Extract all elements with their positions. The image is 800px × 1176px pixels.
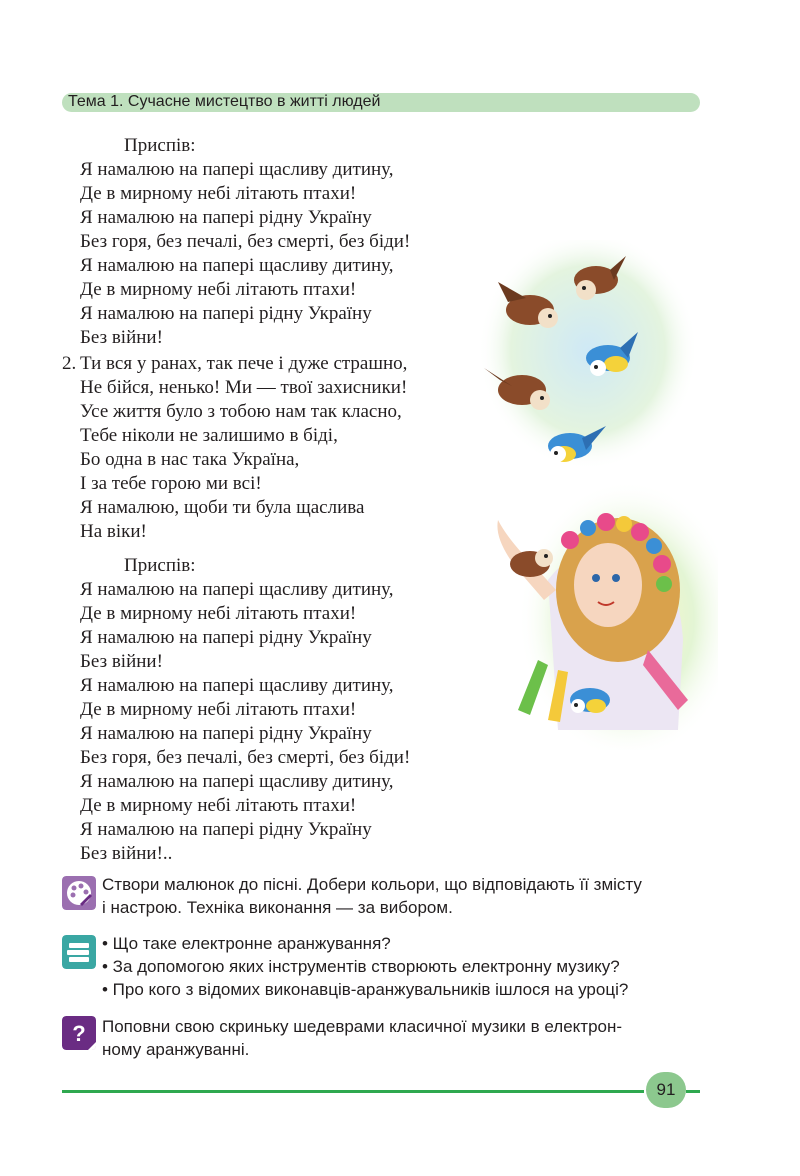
poem-line: Бо одна в нас така Україна, (80, 449, 300, 470)
task-draw (102, 873, 642, 919)
footer-rule-end (686, 1090, 700, 1093)
blue-tit-icon (570, 688, 610, 713)
chorus-2 (80, 578, 410, 866)
page-number: 91 (646, 1072, 686, 1108)
question-item: • За допомогою яких інструментів створюють електронну музику? (102, 957, 620, 976)
chorus-1-label: Приспів: (124, 135, 196, 156)
poem-line: Я намалюю на папері щасливу дитину, (80, 579, 394, 600)
poem-line: Я намалюю, щоби ти була щаслива (80, 497, 365, 518)
poem-line: Я намалюю на папері щасливу дитину, (80, 159, 394, 180)
palette-icon (62, 876, 96, 910)
poem-line: Я намалюю на папері щасливу дитину, (80, 771, 394, 792)
verse-2 (62, 352, 408, 544)
task-line: і настрою. Техніка виконання — за вибором. (102, 898, 453, 917)
books-icon (62, 935, 96, 969)
chorus-2-label: Приспів: (124, 555, 196, 576)
poem-line: Я намалюю на папері рідну Україну (80, 627, 372, 648)
question-mark-icon (62, 1016, 96, 1050)
poem-line: Усе життя було з тобою нам так класно, (80, 401, 402, 422)
chorus-1 (80, 158, 410, 350)
girl-with-birds-illustration (478, 240, 718, 750)
poem-line: Без горя, без печалі, без смерті, без біди! (80, 231, 411, 252)
poem-line: Я намалюю на папері рідну Україну (80, 819, 372, 840)
poem-line: На віки! (80, 521, 147, 542)
poem-line: Я намалюю на папері рідну Україну (80, 207, 372, 228)
poem-line: Я намалюю на папері рідну Україну (80, 303, 372, 324)
question-item: • Про кого з відомих виконавців-аранжувальників ішлося на уроці? (102, 980, 629, 999)
poem-line: Де в мирному небі літають птахи! (80, 603, 357, 624)
poem-line: Не бійся, ненько! Ми — твої захисники! (80, 377, 408, 398)
poem-line: Ти вся у ранах, так пече і дуже страшно, (80, 353, 408, 374)
poem-line: Тебе ніколи не залишимо в біді, (80, 425, 338, 446)
poem-line: Де в мирному небі літають птахи! (80, 279, 357, 300)
topic-header-title: Тема 1. Сучасне мистецтво в житті людей (68, 93, 381, 110)
poem-line: І за тебе горою ми всі! (80, 473, 262, 494)
task-homework (102, 1015, 622, 1061)
poem-line: Де в мирному небі літають птахи! (80, 795, 357, 816)
task-line: Поповни свою скриньку шедеврами класичної музики в електрон- (102, 1017, 623, 1036)
svg-text:?: ? (72, 1021, 86, 1046)
poem-line: Без війни!.. (80, 843, 173, 864)
poem-line: Без війни! (80, 651, 163, 672)
poem-line: Без горя, без печалі, без смерті, без біди! (80, 747, 411, 768)
verse-number: 2. (62, 353, 77, 374)
poem-line: Я намалюю на папері рідну Україну (80, 723, 372, 744)
poem-line: Де в мирному небі літають птахи! (80, 183, 357, 204)
footer-rule (62, 1090, 644, 1093)
poem-line: Де в мирному небі літають птахи! (80, 699, 357, 720)
task-questions (102, 932, 628, 1001)
poem-line: Я намалюю на папері щасливу дитину, (80, 675, 394, 696)
task-line: Створи малюнок до пісні. Добери кольори, що відповідають її змісту (102, 875, 642, 894)
poem-line: Без війни! (80, 327, 163, 348)
poem-line: Я намалюю на папері щасливу дитину, (80, 255, 394, 276)
task-line: ному аранжуванні. (102, 1040, 250, 1059)
question-item: • Що таке електронне аранжування? (102, 934, 391, 953)
